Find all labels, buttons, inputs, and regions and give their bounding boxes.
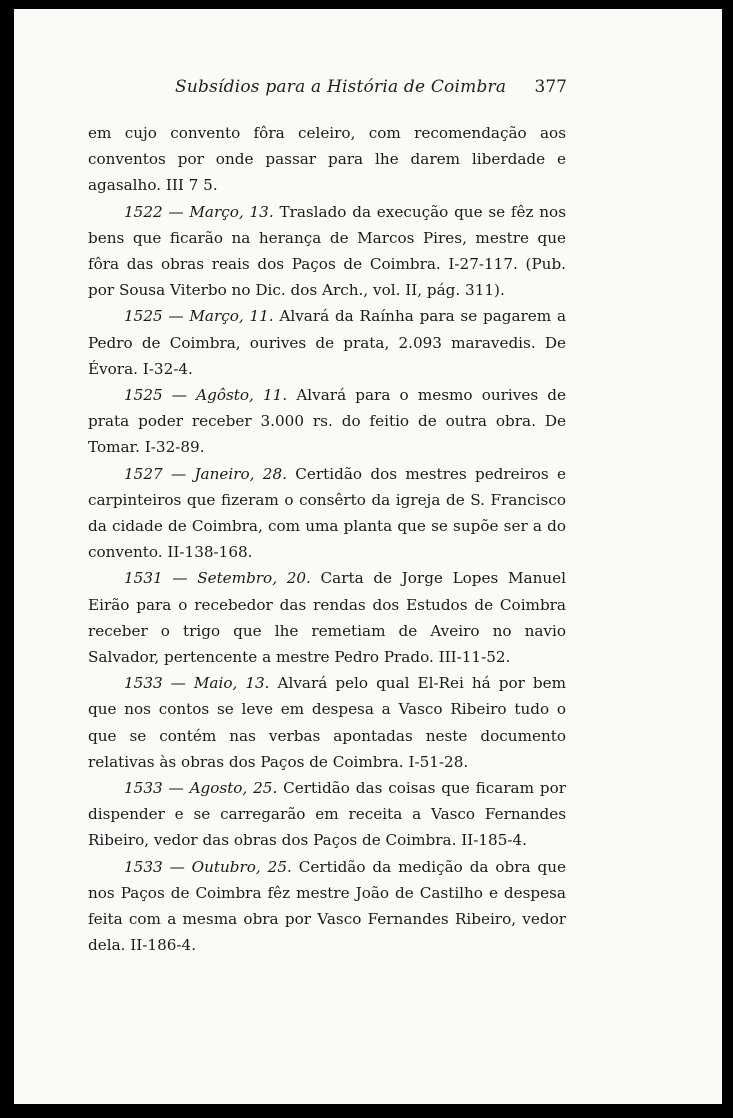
entry-date: 1525 — Março, 11. — [124, 307, 274, 326]
running-title: Subsídios para a História de Coimbra — [175, 77, 507, 97]
entry-date: 1533 — Maio, 13. — [124, 674, 270, 693]
entry-date: 1525 — Agôsto, 11. — [124, 386, 288, 405]
entry-date: 1533 — Outubro, 25. — [124, 857, 292, 876]
entry-text: Traslado da execução que se fêz nos bens que ficarão na herança de Marcos Pires, mestre que fôra das obras reais dos Paços de Coimbra. I-27-117. (Pub. por Sousa Viterbo no Dic. dos Arch., vol. II, pág. 311). — [88, 202, 566, 300]
running-header — [14, 75, 722, 101]
page-number: 377 — [534, 77, 567, 97]
entry-date: 1527 — Janeiro, 28. — [124, 464, 287, 483]
entry-1525-agosto — [88, 382, 566, 461]
entry-1533-agosto — [88, 775, 566, 854]
entry-text: Alvará para o mesmo ourives de prata poder receber 3.000 rs. do feitio de outra obra. De Tomar. I-32-89. — [88, 386, 566, 457]
entry-date: 1522 — Março, 13. — [124, 202, 274, 221]
entry-date: 1533 — Agosto, 25. — [124, 779, 278, 798]
entry-text: Carta de Jorge Lopes Manuel Eirão para o recebedor das rendas dos Estudos de Coimbra receber o trigo que lhe remetiam de Aveiro no navio Salvador, pertencente a mestre Pedro Prado. III-11-52. — [88, 569, 566, 667]
entry-text: Certidão das coisas que ficaram por dispender e se carregarão em receita a Vasco Fernandes Ribeiro, vedor das obras dos Paços de Coimbra. II-185-4. — [88, 779, 566, 850]
entry-1533-outubro — [88, 854, 566, 959]
entry-1527-janeiro — [88, 461, 566, 566]
entry-1533-maio — [88, 670, 566, 775]
book-page — [14, 9, 722, 1104]
continuation-paragraph: em cujo convento fôra celeiro, com recomendação aos conventos por onde passar para lhe darem liberdade e agasalho. III 7 5. — [88, 124, 566, 195]
entry-1525-marco — [88, 303, 566, 382]
page-body — [88, 120, 566, 959]
entry-text: Certidão da medição da obra que nos Paços de Coimbra fêz mestre João de Castilho e despesa feita com a mesma obra por Vasco Fernandes Ribeiro, vedor dela. II-186-4. — [88, 857, 566, 955]
entry-date: 1531 — Setembro, 20. — [124, 569, 311, 588]
entry-text: Certidão dos mestres pedreiros e carpinteiros que fizeram o consêrto da igreja de S. Francisco da cidade de Coimbra, com uma planta que se supõe ser a do convento. II-138-168. — [88, 464, 567, 562]
entry-1522-marco — [88, 199, 566, 304]
entry-1531-setembro — [88, 565, 566, 670]
entry-text: Alvará pelo qual El-Rei há por bem que nos contos se leve em despesa a Vasco Ribeiro tudo o que se contém nas verbas apontadas neste documento relativas às obras dos Paços de Coimbra. I-51-28. — [88, 674, 566, 771]
entry-text: Alvará da Raínha para se pagarem a Pedro de Coimbra, ourives de prata, 2.093 maravedis. De Évora. I-32-4. — [88, 307, 566, 378]
